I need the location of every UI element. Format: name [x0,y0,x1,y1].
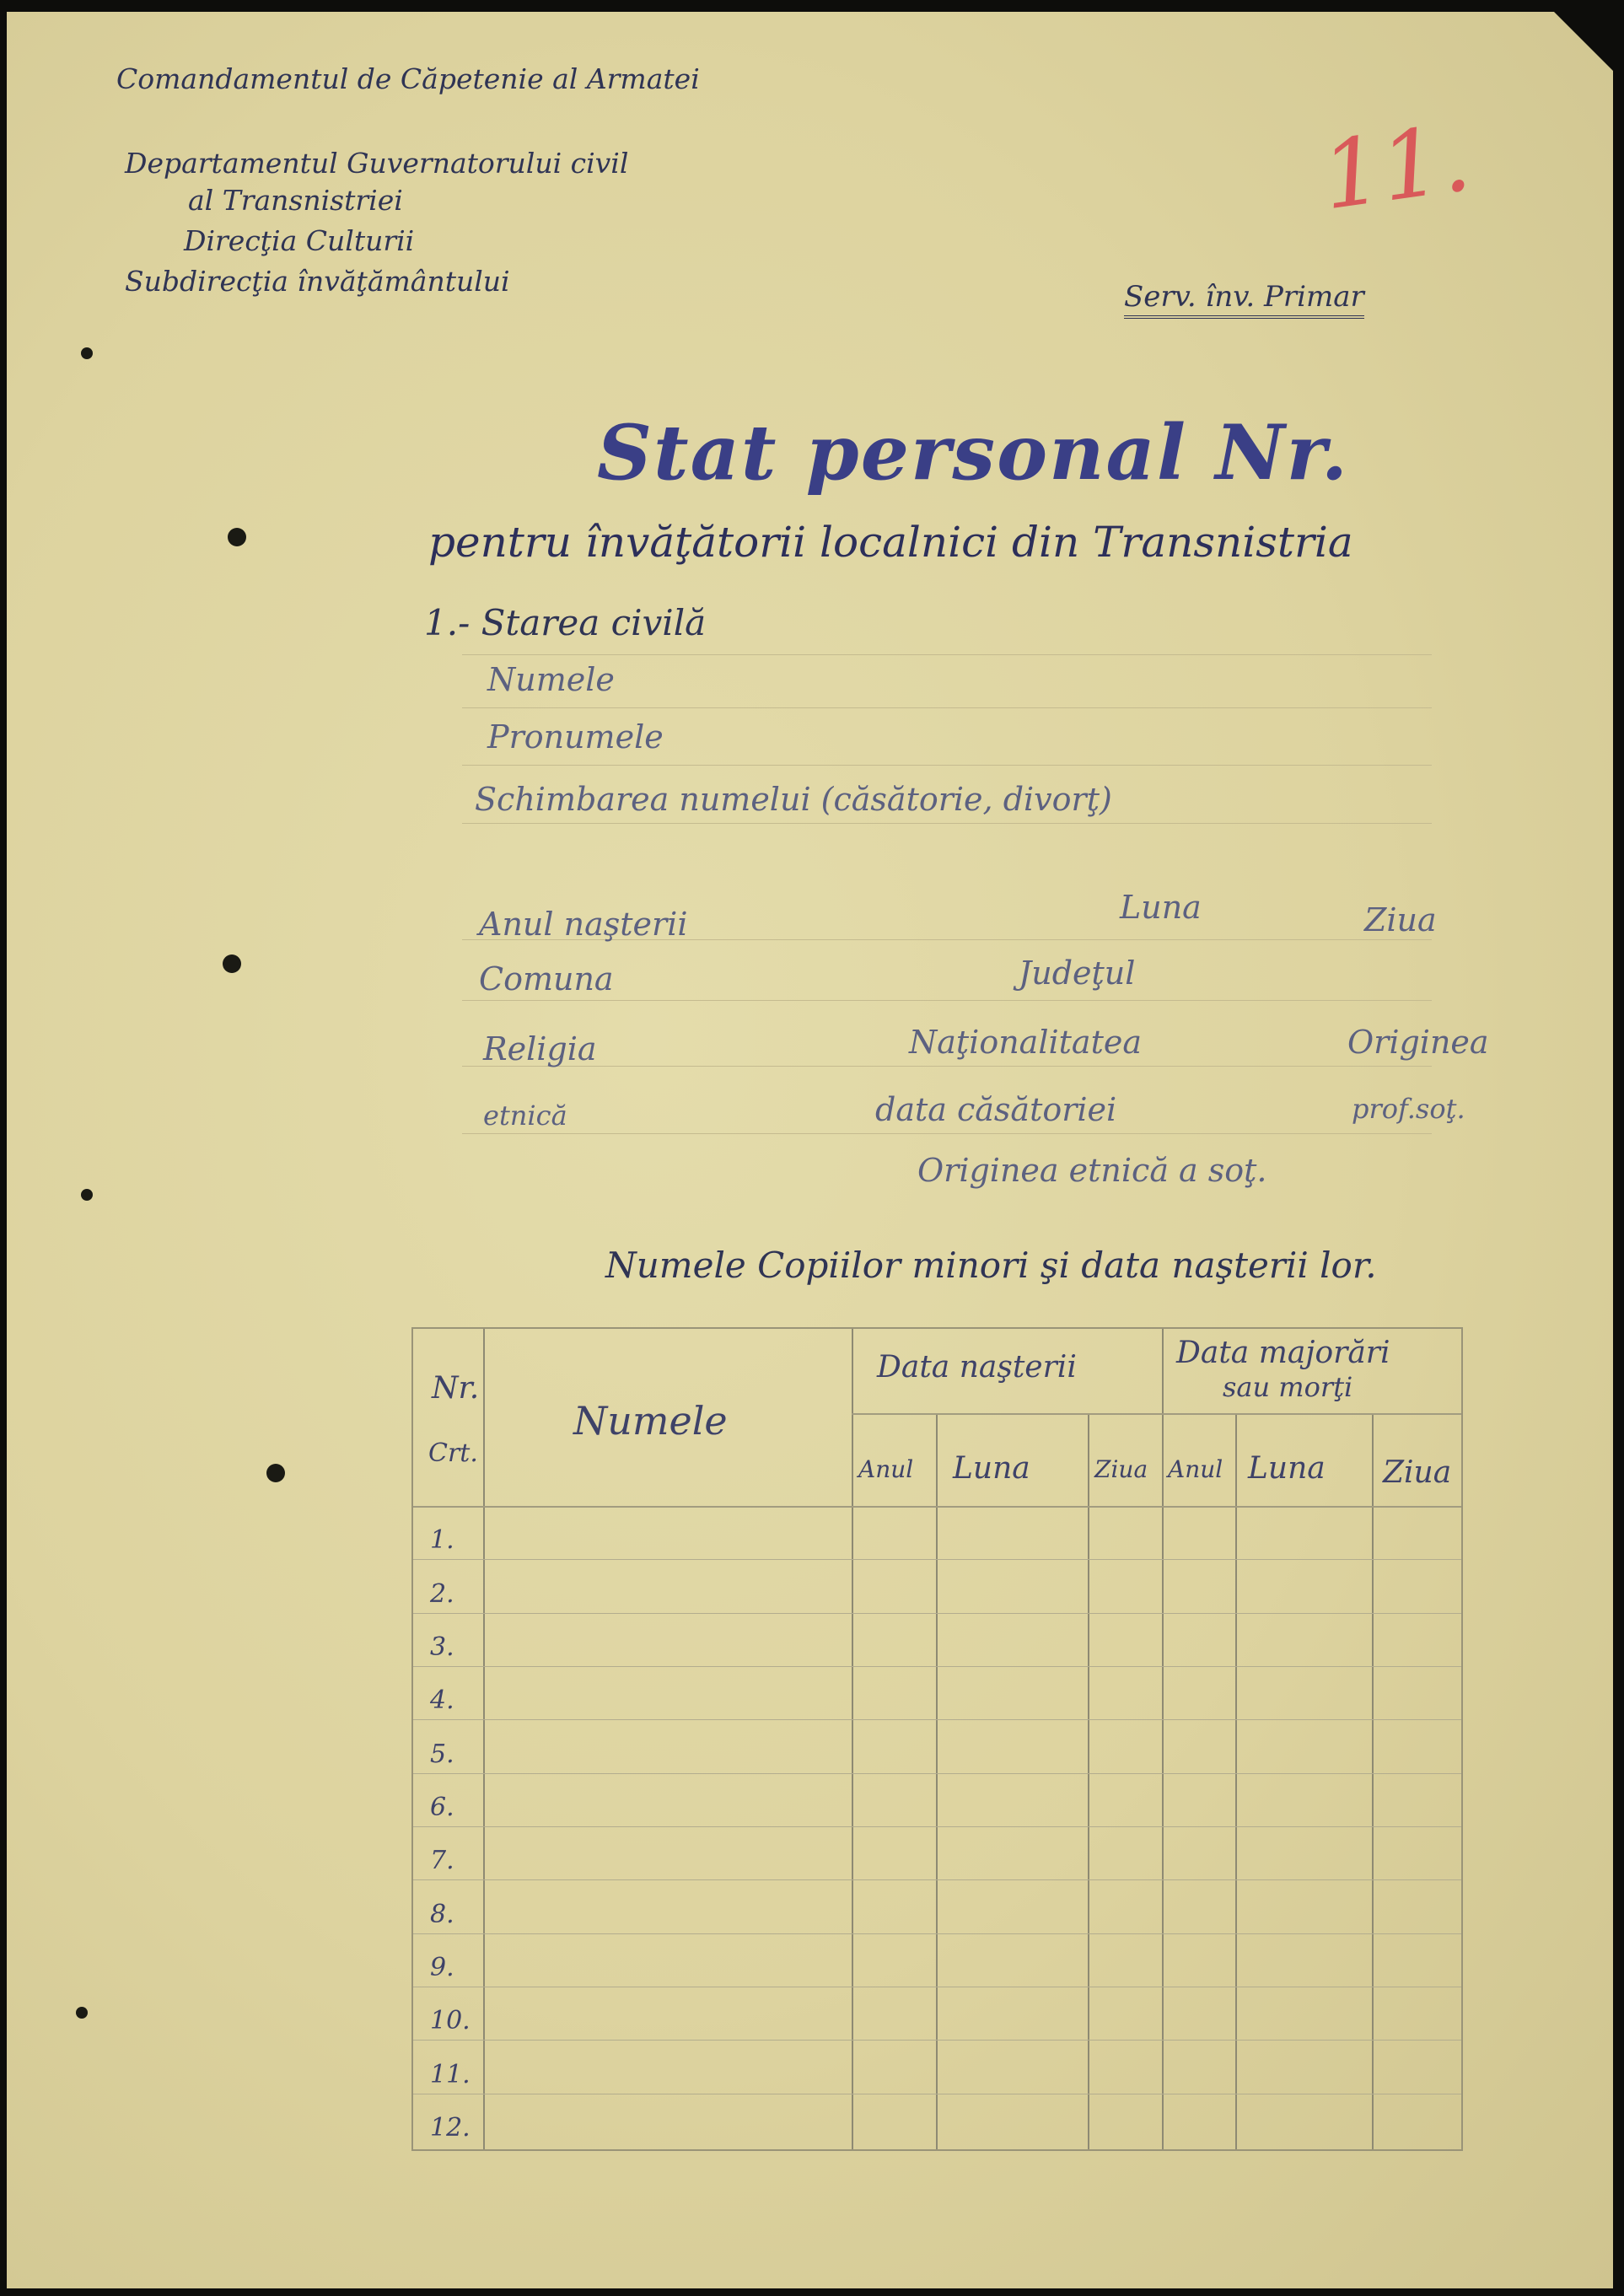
row-number: 4. [430,1686,454,1716]
table-row [413,1613,1461,1666]
ruled-line [462,823,1432,824]
row-number: 9. [430,1952,454,1982]
row-divider [413,1933,1461,1934]
row-number: 8. [430,1899,454,1929]
row-number: 7. [430,1846,454,1876]
civil-status-heading: 1.- Starea civilă [424,602,707,643]
table-row [413,1559,1461,1612]
page-title: Stat personal Nr. [597,408,1350,497]
col-majority-month-header: Luna [1248,1451,1326,1486]
table-row [413,1879,1461,1933]
row-divider [413,1613,1461,1614]
page-subtitle: pentru învăţătorii localnici din Transnistria [428,518,1353,567]
county-label: Judeţul [1019,954,1136,992]
birth-year-label: Anul naşterii [479,906,688,943]
table-row [413,1773,1461,1826]
row-number: 2. [430,1578,454,1609]
header-line-3: al Transnistriei [188,184,403,217]
row-number: 11. [430,2059,471,2089]
name-change-label: Schimbarea numelui (căsătorie, divorţ) [475,781,1112,818]
row-divider [413,1879,1461,1880]
col-nr-label: Nr. [432,1371,480,1406]
col-majority-year-header: Anul [1168,1455,1223,1483]
ruled-line [462,1000,1432,1001]
col-majority-day-header: Ziua [1383,1455,1452,1490]
punch-hole [223,954,241,973]
name-label: Numele [487,661,615,698]
table-row [413,1506,1461,1559]
page-number-stamp: 11. [1315,103,1476,231]
table-row [413,1826,1461,1879]
marriage-date-label: data căsătoriei [875,1091,1117,1128]
row-divider [413,1559,1461,1560]
row-divider [413,1773,1461,1774]
col-birth-date-header: Data naşterii [877,1350,1077,1385]
header-line-2: Departamentul Guvernatorului civil [125,147,629,180]
birth-day-label: Ziua [1364,901,1437,938]
table-row [413,2094,1461,2147]
punch-hole [81,347,93,359]
col-majority-header-cont: sau morţi [1223,1371,1353,1403]
row-number: 12. [430,2112,471,2143]
service-label: Serv. înv. Primar [1124,280,1364,319]
punch-hole [266,1464,285,1482]
table-row [413,1719,1461,1772]
col-birth-year-header: Anul [858,1455,914,1483]
punch-hole [228,528,246,546]
header-line-4: Direcţia Culturii [184,224,415,257]
col-birth-month-header: Luna [953,1451,1030,1486]
ruled-line [462,765,1432,766]
col-birth-day-header: Ziua [1094,1455,1148,1483]
header-divider [852,1413,1461,1415]
spouse-profession-label: prof.soţ. [1352,1093,1465,1125]
header-line-5: Subdirecţia învăţământului [125,265,510,298]
ruled-line [462,1066,1432,1067]
row-number: 10. [430,2006,471,2036]
ruled-line [462,654,1432,655]
ruled-line [462,707,1432,708]
header-line-1: Comandamentul de Căpetenie al Armatei [116,62,700,95]
col-name-header: Numele [573,1398,728,1444]
col-crt-label: Crt. [428,1438,478,1468]
table-row [413,1933,1461,1987]
row-divider [413,1826,1461,1827]
ethnic-origin-label-cont: etnică [483,1100,567,1132]
ruled-line [462,1133,1432,1134]
row-number: 1. [430,1525,454,1556]
document-page [7,12,1613,2288]
table-row [413,1666,1461,1719]
nationality-label: Naţionalitatea [909,1024,1142,1061]
punch-hole [76,2007,88,2019]
first-name-label: Pronumele [487,718,664,755]
religion-label: Religia [483,1030,597,1067]
col-majority-header: Data majorări [1176,1336,1390,1370]
spouse-ethnic-origin-label: Originea etnică a soţ. [917,1152,1267,1189]
punch-hole [81,1189,93,1201]
table-row [413,1987,1461,2040]
table-row [413,2040,1461,2093]
commune-label: Comuna [479,960,614,997]
row-number: 5. [430,1739,454,1769]
row-divider [413,2040,1461,2041]
folded-corner [1554,12,1613,71]
row-number: 6. [430,1792,454,1822]
row-divider [413,1666,1461,1667]
row-divider [413,1719,1461,1720]
children-heading: Numele Copiilor minori şi data naşterii lor. [605,1245,1377,1286]
row-number: 3. [430,1632,454,1662]
ethnic-origin-label: Originea [1347,1024,1489,1061]
birth-month-label: Luna [1120,889,1202,926]
children-table [411,1327,1463,2151]
